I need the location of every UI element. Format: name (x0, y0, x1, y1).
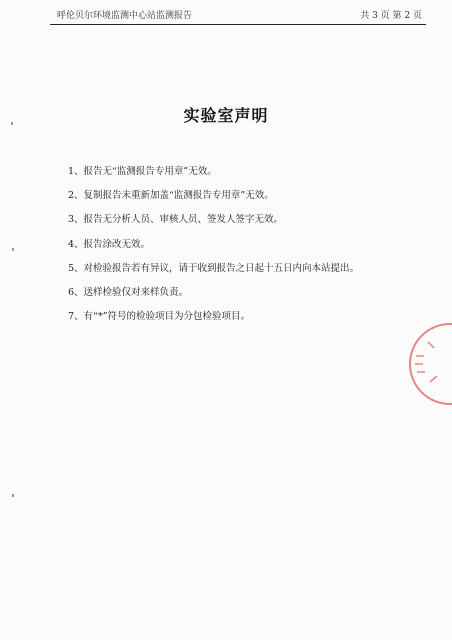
page-header (57, 8, 422, 24)
header-divider (50, 24, 426, 25)
statement-item: 1、报告无“监测报告专用章”无效。 (68, 166, 217, 177)
statement-item: 2、复制报告未重新加盖“监测报告专用章”无效。 (68, 190, 274, 202)
statement-item: 6、送样检验仅对来样负责。 (68, 286, 189, 298)
statement-item: 7、有“*”符号的检验项目为分包检验项目。 (68, 311, 251, 323)
statement-item: 4、报告涂改无效。 (68, 238, 151, 250)
scan-speck (12, 248, 14, 251)
header-page-number: 共 3 页 第 2 页 (360, 11, 422, 21)
scan-speck (11, 122, 13, 125)
statement-item: 3、报告无分析人员、审核人员、签发人签字无效。 (68, 214, 284, 226)
statement-list (68, 160, 418, 329)
statement-item: 5、对检验报告若有异议，请于收到报告之日起十五日内向本站提出。 (68, 262, 360, 274)
header-org-title: 呼伦贝尔环境监测中心站监测报告 (57, 11, 193, 21)
scan-speck (12, 494, 14, 497)
page-title: 实验室声明 (183, 106, 269, 125)
official-seal-stamp (404, 318, 452, 410)
